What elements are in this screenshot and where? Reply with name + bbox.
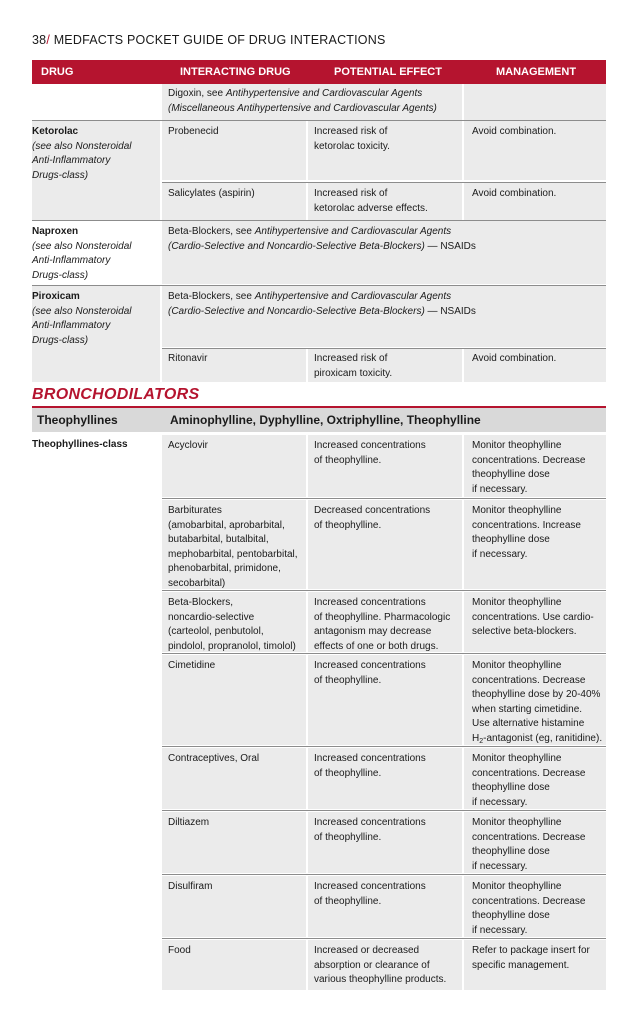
effect-cell — [308, 940, 462, 990]
effect-line: Increased concentrations — [314, 597, 426, 608]
effect-line: Increased risk of — [314, 188, 388, 199]
subsection-header — [32, 408, 606, 432]
effect-line: Decreased concentrations — [314, 505, 431, 516]
effect-cell — [308, 435, 462, 497]
interacting-drug-line: Barbiturates — [168, 505, 222, 516]
management-line: concentrations. Decrease — [472, 895, 586, 907]
management-line: Monitor theophylline — [472, 881, 562, 892]
management-line: Monitor theophylline — [472, 753, 562, 764]
management-line: if necessary. — [472, 548, 528, 560]
digoxin-note-ref1: Antihypertensive and Cardiovascular Agents — [225, 88, 423, 99]
interacting-drug-line: noncardio-selective — [168, 611, 255, 623]
management-cell — [464, 349, 606, 382]
management-cell — [464, 655, 606, 745]
subsection-members: Aminophylline, Dyphylline, Oxtriphylline, Theophylline — [170, 413, 481, 427]
note-ref: Antihypertensive and Cardiovascular Agents — [254, 226, 452, 237]
interacting-drug-cell — [162, 121, 306, 180]
drug-ketorolac — [32, 121, 160, 220]
management-line: selective beta-blockers. — [472, 626, 577, 637]
row-divider — [162, 938, 606, 939]
management-cell — [464, 183, 606, 220]
see-also-line: Drugs-class) — [32, 269, 89, 281]
interacting-drug: Probenecid — [168, 126, 219, 137]
drug-naproxen — [32, 221, 160, 284]
interacting-drug-line: Contraceptives, Oral — [168, 753, 260, 764]
management-line: Monitor theophylline — [472, 505, 562, 516]
row-divider — [162, 874, 606, 875]
effect-cell — [308, 500, 462, 589]
management-line: concentrations. Decrease — [472, 674, 586, 686]
management-line: theophylline dose — [472, 846, 550, 857]
management-cell — [464, 121, 606, 180]
effect-line: absorption or clearance of — [314, 959, 430, 971]
management-line: Refer to package insert for — [472, 945, 590, 956]
see-also-line: Drugs-class) — [32, 169, 89, 181]
col-header-management: MANAGEMENT — [496, 66, 577, 78]
digoxin-note-ref2: (Miscellaneous Antihypertensive and Cardiovascular Agents) — [168, 102, 437, 114]
effect-line: of theophylline. Pharmacologic — [314, 611, 451, 623]
effect-line: Increased concentrations — [314, 817, 426, 828]
effect-cell — [308, 592, 462, 652]
title-slash: / — [46, 33, 50, 47]
section-title: BRONCHODILATORS — [32, 386, 200, 403]
see-also-line: Drugs-class) — [32, 334, 89, 346]
interacting-drug-cell — [162, 655, 306, 745]
row-divider — [162, 498, 606, 499]
management-line: specific management. — [472, 959, 570, 971]
interacting-drug-line: Cimetidine — [168, 660, 216, 671]
running-head — [32, 33, 386, 47]
management-line: when starting cimetidine. — [472, 703, 583, 715]
interacting-drug-line: pindolol, propranolol, timolol) — [168, 640, 296, 652]
interacting-drug-line: Disulfiram — [168, 881, 213, 892]
management-line: concentrations. Decrease — [472, 454, 586, 466]
drug-name: Piroxicam — [32, 291, 80, 302]
management-cell — [464, 812, 606, 873]
effect-line: Increased risk of — [314, 353, 388, 364]
interacting-drug-line: (amobarbital, aprobarbital, — [168, 519, 285, 531]
naproxen-note — [162, 221, 606, 284]
effect-line: effects of one or both drugs. — [314, 640, 439, 652]
note-ref: Antihypertensive and Cardiovascular Agents — [254, 291, 452, 302]
management-line: concentrations. Decrease — [472, 831, 586, 843]
interacting-drug-line: (carteolol, penbutolol, — [168, 626, 264, 637]
interacting-drug-line: Beta-Blockers, — [168, 597, 234, 608]
management-cell — [464, 876, 606, 937]
effect-line: various theophylline products. — [314, 974, 447, 985]
note-ref: (Cardio-Selective and Noncardio-Selective Beta-Blockers) — [168, 305, 425, 317]
col-header-interacting-drug: INTERACTING DRUG — [180, 66, 291, 78]
see-also-line: Anti-Inflammatory — [32, 255, 111, 266]
interacting-drug-line: Diltiazem — [168, 817, 210, 828]
management-line: theophylline dose — [472, 469, 550, 480]
management-cell — [464, 592, 606, 652]
management-line: if necessary. — [472, 860, 528, 872]
management-line: if necessary. — [472, 796, 528, 808]
effect-cell — [308, 876, 462, 937]
drug-name: Theophyllines-class — [32, 439, 128, 450]
management-text: Avoid combination. — [472, 188, 557, 199]
row-divider — [162, 653, 606, 654]
effect-line: Increased or decreased — [314, 945, 420, 956]
effect-cell — [308, 812, 462, 873]
effect-line: Increased risk of — [314, 126, 388, 137]
effect-cell — [308, 748, 462, 809]
management-text: Avoid combination. — [472, 126, 557, 137]
effect-line: of theophylline. — [314, 767, 382, 779]
management-line: theophylline dose — [472, 782, 550, 793]
effect-line: piroxicam toxicity. — [314, 367, 393, 379]
h2-subscript: 2 — [479, 737, 484, 745]
management-line: if necessary. — [472, 924, 528, 936]
interacting-drug-line: Food — [168, 945, 191, 956]
interacting-drug-cell — [162, 183, 306, 220]
management-line: concentrations. Use cardio- — [472, 611, 594, 623]
note-lead: Beta-Blockers, see — [168, 226, 255, 237]
interacting-drug: Salicylates (aspirin) — [168, 188, 255, 199]
digoxin-note-lead: Digoxin, see — [168, 88, 226, 99]
management-cell — [464, 435, 606, 497]
note-tail: — NSAIDs — [424, 240, 476, 252]
interacting-drug-line: butabarbital, butalbital, — [168, 534, 269, 545]
row-divider — [162, 746, 606, 747]
drug-piroxicam — [32, 286, 160, 382]
interacting-drug-cell — [162, 812, 306, 873]
interacting-drug-cell — [162, 500, 306, 589]
management-cell — [464, 748, 606, 809]
see-also-line: Anti-Inflammatory — [32, 155, 111, 166]
interacting-drug-cell — [162, 349, 306, 382]
effect-line: Increased concentrations — [314, 660, 426, 671]
page-number: 38 — [32, 33, 47, 47]
management-line: Monitor theophylline — [472, 817, 562, 828]
management-line: Monitor theophylline — [472, 440, 562, 451]
h2-symbol: H — [472, 732, 480, 744]
management-line: theophylline dose by 20-40% — [472, 689, 601, 700]
interacting-drug-line: secobarbital) — [168, 577, 226, 589]
interacting-drug-cell — [162, 876, 306, 937]
row-divider — [162, 810, 606, 811]
interacting-drug-line: mephobarbital, pentobarbital, — [168, 548, 298, 560]
management-cell — [464, 940, 606, 990]
management-line: theophylline dose — [472, 910, 550, 921]
interacting-drug: Ritonavir — [168, 353, 208, 364]
drug-name: Naproxen — [32, 226, 79, 237]
management-line: if necessary. — [472, 483, 528, 495]
book-title: MEDFACTS POCKET GUIDE OF DRUG INTERACTIONS — [53, 33, 386, 47]
effect-line: Increased concentrations — [314, 440, 426, 451]
note-ref: (Cardio-Selective and Noncardio-Selective Beta-Blockers) — [168, 240, 425, 252]
management-line: theophylline dose — [472, 534, 550, 545]
note-tail: — NSAIDs — [424, 305, 476, 317]
effect-line: of theophylline. — [314, 454, 382, 466]
see-also-line: (see also Nonsteroidal — [32, 140, 132, 152]
effect-cell — [308, 349, 462, 382]
digoxin-note — [162, 84, 462, 120]
effect-line: of theophylline. — [314, 674, 382, 686]
interacting-drug-cell — [162, 592, 306, 652]
row-divider — [162, 590, 606, 591]
col-header-potential-effect: POTENTIAL EFFECT — [334, 66, 442, 78]
effect-cell — [308, 655, 462, 745]
management-line: Monitor theophylline — [472, 660, 562, 671]
see-also-line: (see also Nonsteroidal — [32, 240, 132, 252]
effect-line: antagonism may decrease — [314, 626, 432, 637]
digoxin-note-blank — [464, 84, 606, 120]
drug-name: Ketorolac — [32, 126, 79, 137]
interacting-drug-cell — [162, 748, 306, 809]
effect-line: of theophylline. — [314, 895, 382, 907]
drug-theophyllines-class — [32, 438, 160, 453]
management-line: concentrations. Decrease — [472, 767, 586, 779]
col-header-drug: DRUG — [41, 66, 74, 78]
interacting-drug-cell — [162, 940, 306, 990]
table-header — [32, 60, 606, 84]
effect-line: Increased concentrations — [314, 881, 426, 892]
management-line: concentrations. Increase — [472, 519, 581, 531]
effect-line: of theophylline. — [314, 831, 382, 843]
h2-tail: -antagonist (eg, ranitidine). — [483, 732, 603, 744]
management-line — [472, 733, 602, 744]
effect-cell — [308, 121, 462, 180]
effect-line: ketorolac adverse effects. — [314, 202, 428, 214]
management-text: Avoid combination. — [472, 353, 557, 364]
management-line: Use alternative histamine — [472, 718, 585, 729]
see-also-line: (see also Nonsteroidal — [32, 305, 132, 317]
interacting-drug-line: phenobarbital, primidone, — [168, 563, 281, 574]
piroxicam-note — [162, 286, 606, 347]
effect-cell — [308, 183, 462, 220]
interacting-drug-cell — [162, 435, 306, 497]
management-line: Monitor theophylline — [472, 597, 562, 608]
effect-line: Increased concentrations — [314, 753, 426, 764]
effect-line: ketorolac toxicity. — [314, 140, 390, 152]
management-cell — [464, 500, 606, 589]
note-lead: Beta-Blockers, see — [168, 291, 255, 302]
subsection-class: Theophyllines — [37, 413, 118, 427]
see-also-line: Anti-Inflammatory — [32, 320, 111, 331]
effect-line: of theophylline. — [314, 519, 382, 531]
interacting-drug-line: Acyclovir — [168, 440, 209, 451]
